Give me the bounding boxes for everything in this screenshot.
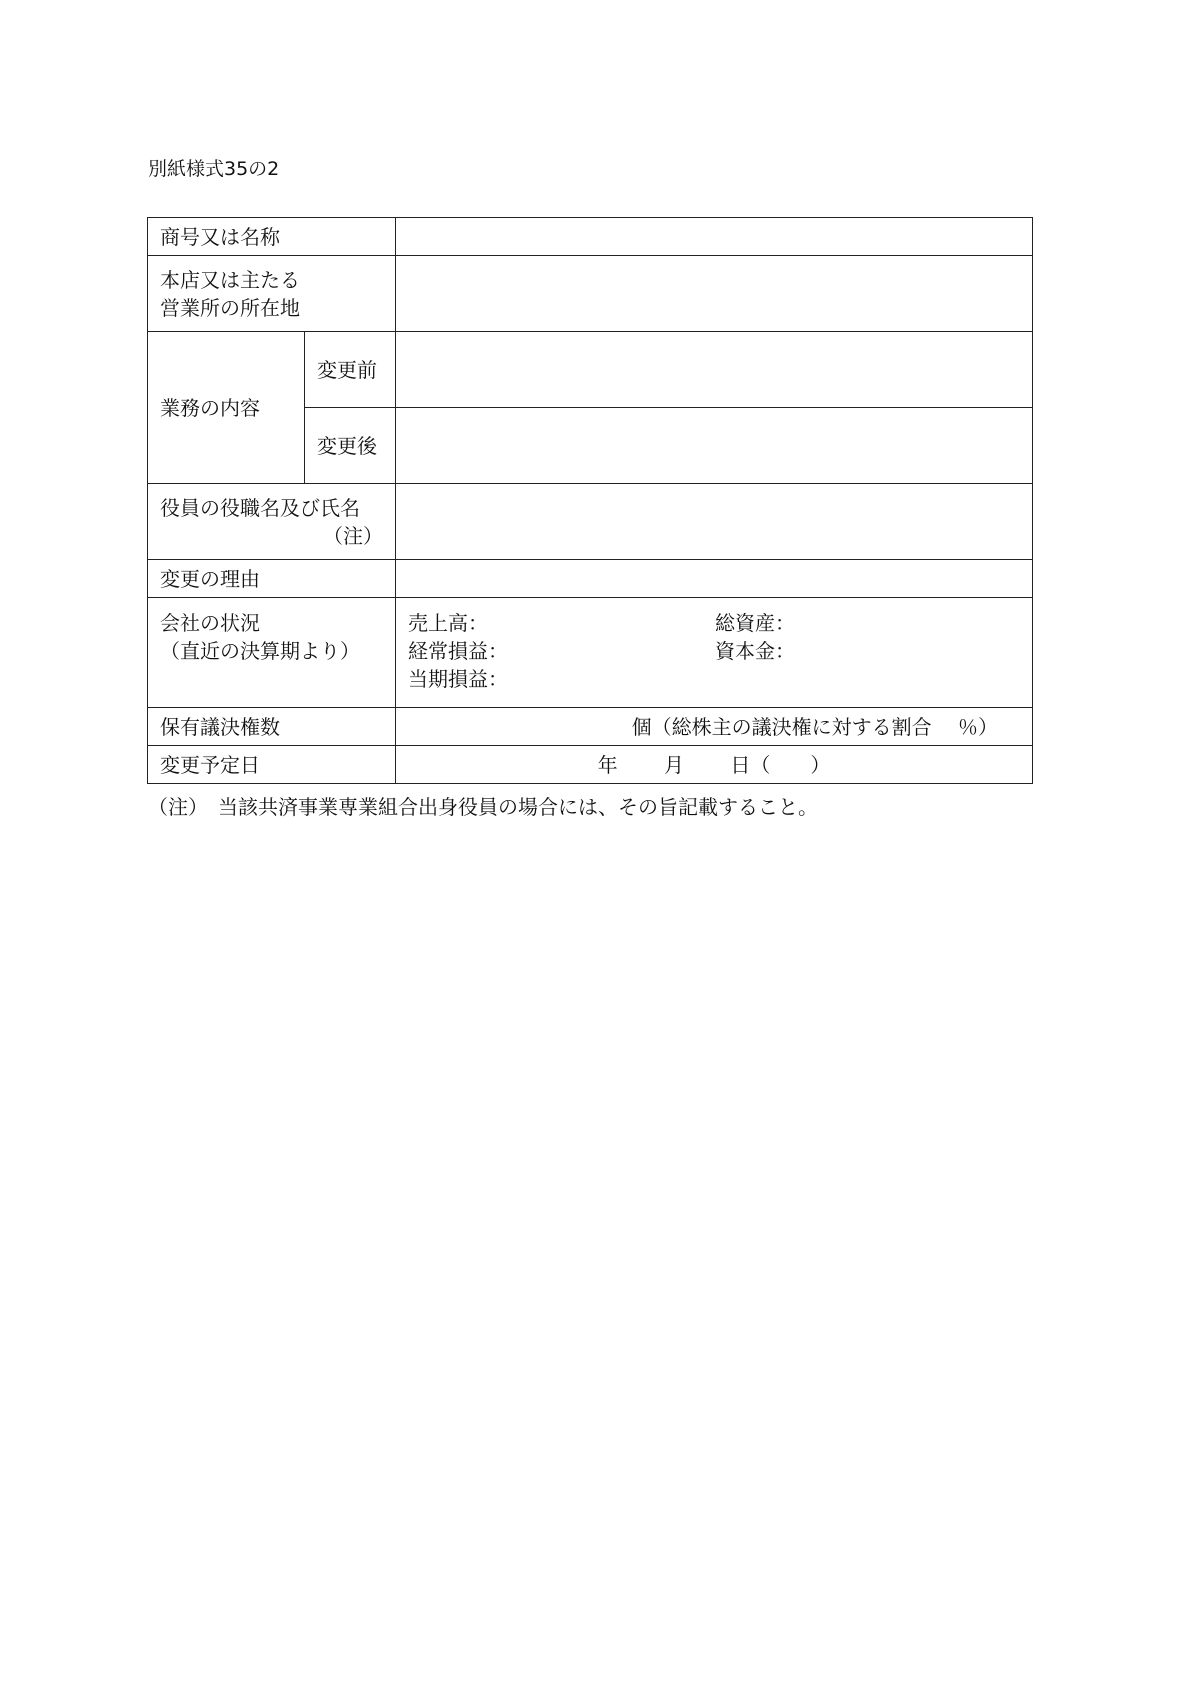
reason-value[interactable] — [396, 560, 1033, 598]
votes-value[interactable]: 個（総株主の議決権に対する割合 ％） — [396, 708, 1033, 746]
row-name — [148, 218, 1033, 256]
officer-label — [148, 484, 396, 560]
sales-label: 売上高： — [408, 611, 488, 635]
before-value[interactable] — [396, 332, 1033, 408]
address-value[interactable] — [396, 256, 1033, 332]
status-label-line-2: （直近の決算期より） — [160, 639, 360, 663]
date-value[interactable]: 年 月 日（ ） — [396, 746, 1033, 784]
row-company-status — [148, 598, 1033, 708]
address-label-line-2: 営業所の所在地 — [160, 295, 300, 320]
status-grid — [408, 609, 1020, 693]
officer-label-text: 役員の役職名及び氏名 — [160, 495, 360, 520]
name-label: 商号又は名称 — [148, 218, 396, 256]
after-value[interactable] — [396, 408, 1033, 484]
form-id: 別紙様式35の2 — [148, 158, 280, 180]
officer-note-mark: （注） — [323, 523, 383, 548]
status-values[interactable] — [396, 598, 1033, 708]
date-label: 変更予定日 — [148, 746, 396, 784]
net-profit-label: 当期損益： — [408, 667, 508, 691]
address-label — [148, 256, 396, 332]
after-label: 変更後 — [305, 408, 396, 484]
votes-label: 保有議決権数 — [148, 708, 396, 746]
row-votes — [148, 708, 1033, 746]
notification-form-table — [147, 217, 1033, 784]
reason-label: 変更の理由 — [148, 560, 396, 598]
name-value[interactable] — [396, 218, 1033, 256]
officer-value[interactable] — [396, 484, 1033, 560]
capital-label: 資本金： — [715, 639, 795, 663]
status-label-line-1: 会社の状況 — [160, 611, 260, 635]
total-assets-label: 総資産： — [715, 611, 795, 635]
business-label: 業務の内容 — [148, 332, 305, 484]
ordinary-profit-label: 経常損益： — [408, 639, 508, 663]
address-label-line-1: 本店又は主たる — [160, 267, 300, 292]
row-reason — [148, 560, 1033, 598]
footnote: （注） 当該共済事業専業組合出身役員の場合には、その旨記載すること。 — [148, 795, 818, 819]
status-empty — [715, 665, 1020, 693]
row-address — [148, 256, 1033, 332]
row-business-before — [148, 332, 1033, 408]
status-label — [148, 598, 396, 708]
row-officer — [148, 484, 1033, 560]
before-label: 変更前 — [305, 332, 396, 408]
row-date — [148, 746, 1033, 784]
